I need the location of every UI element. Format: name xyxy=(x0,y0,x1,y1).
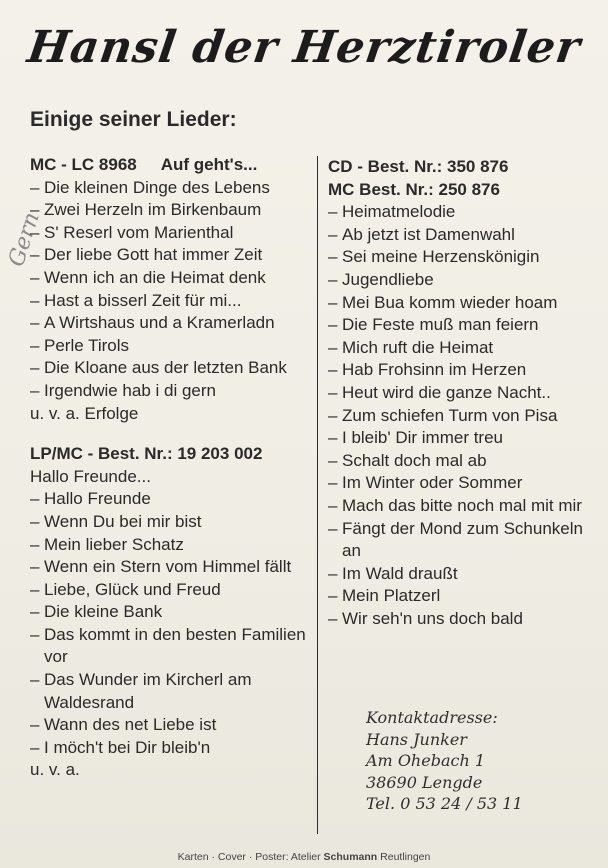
artist-title: Hansl der Herztiroler xyxy=(24,22,584,73)
song-title: – I bleib' Dir immer treu xyxy=(328,427,603,450)
song-title: – Das Wunder im Kircherl am Waldesrand xyxy=(30,669,315,714)
cd-order-number: CD - Best. Nr.: 350 876 xyxy=(328,157,509,176)
song-title: – Die kleinen Dinge des Lebens xyxy=(30,177,315,200)
more-songs-note: u. v. a. xyxy=(30,760,80,780)
song-title: – Im Wald draußt xyxy=(328,563,603,586)
left-column xyxy=(30,154,315,782)
release-header-lp: LP/MC - Best. Nr.: 19 203 002 xyxy=(30,444,263,464)
album-title: Hallo Freunde... xyxy=(30,466,151,486)
song-title: – Die kleine Bank xyxy=(30,601,315,624)
credit-prefix: Karten · Cover · Poster: Atelier xyxy=(177,851,321,863)
song-title: – Mein lieber Schatz xyxy=(30,534,315,557)
song-list-3 xyxy=(328,201,603,630)
song-title: – Mich ruft die Heimat xyxy=(328,337,603,360)
songs-heading: Einige seiner Lieder: xyxy=(30,108,237,131)
song-title: – Perle Tirols xyxy=(30,335,315,358)
song-title: – I möch't bei Dir bleib'n xyxy=(30,737,315,760)
song-title: – Zum schiefen Turm von Pisa xyxy=(328,405,603,428)
contact-label: Kontaktadresse: xyxy=(366,708,498,727)
contact-phone: Tel. 0 53 24 / 53 11 xyxy=(366,794,523,813)
song-title: – Mei Bua komm wieder hoam xyxy=(328,292,603,315)
song-title: – S' Reserl vom Marienthal xyxy=(30,222,315,245)
song-title: – Das kommt in den besten Familien vor xyxy=(30,624,315,669)
right-column xyxy=(328,156,603,630)
release-title: Auf geht's... xyxy=(160,155,258,174)
song-title: – Mach das bitte noch mal mit mir xyxy=(328,495,603,518)
song-title: – Wir seh'n uns doch bald xyxy=(328,608,603,631)
song-title: – Hast a bisserl Zeit für mi... xyxy=(30,290,315,313)
song-title: – Wann des net Liebe ist xyxy=(30,714,315,737)
song-title: – Jugendliebe xyxy=(328,269,603,292)
handwritten-note: Gern xyxy=(4,209,45,270)
song-title: – Wenn ein Stern vom Himmel fällt xyxy=(30,556,315,579)
contact-block xyxy=(366,707,596,815)
contact-street: Am Ohebach 1 xyxy=(366,751,486,770)
song-title: – Fängt der Mond zum Schunkeln an xyxy=(328,518,603,563)
more-hits-note: u. v. a. Erfolge xyxy=(30,403,139,423)
song-title: – Heut wird die ganze Nacht.. xyxy=(328,382,603,405)
credit-suffix: Reutlingen xyxy=(380,851,431,863)
song-title: – Wenn Du bei mir bist xyxy=(30,511,315,534)
column-divider xyxy=(317,156,318,834)
credit-brand: Schumann xyxy=(323,851,378,863)
printer-credit xyxy=(0,851,608,863)
song-title: – Ab jetzt ist Damenwahl xyxy=(328,224,603,247)
song-title: – Hab Frohsinn im Herzen xyxy=(328,359,603,382)
song-title: – Heimatmelodie xyxy=(328,201,603,224)
song-title: – Die Feste muß man feiern xyxy=(328,314,603,337)
contact-city: 38690 Lengde xyxy=(366,772,483,792)
contact-name: Hans Junker xyxy=(366,729,467,749)
mc-order-number: MC Best. Nr.: 250 876 xyxy=(328,179,500,199)
song-title: – Im Winter oder Sommer xyxy=(328,472,603,495)
song-title: – Liebe, Glück und Freud xyxy=(30,579,315,602)
release-number: MC - LC 8968 xyxy=(30,155,137,174)
song-list-2 xyxy=(30,488,315,759)
song-title: – Hallo Freunde xyxy=(30,488,315,511)
song-title: – Mein Platzerl xyxy=(328,585,603,608)
song-title: – Schalt doch mal ab xyxy=(328,450,603,473)
release-header-mc xyxy=(30,154,315,177)
song-title: – Irgendwie hab i di gern xyxy=(30,380,315,403)
song-title: – A Wirtshaus und a Kramerladn xyxy=(30,312,315,335)
song-title: – Der liebe Gott hat immer Zeit xyxy=(30,244,315,267)
song-list-1 xyxy=(30,177,315,403)
song-title: – Wenn ich an die Heimat denk xyxy=(30,267,315,290)
song-title: – Zwei Herzeln im Birkenbaum xyxy=(30,199,315,222)
song-title: – Sei meine Herzenskönigin xyxy=(328,246,603,269)
song-title: – Die Kloane aus der letzten Bank xyxy=(30,357,315,380)
